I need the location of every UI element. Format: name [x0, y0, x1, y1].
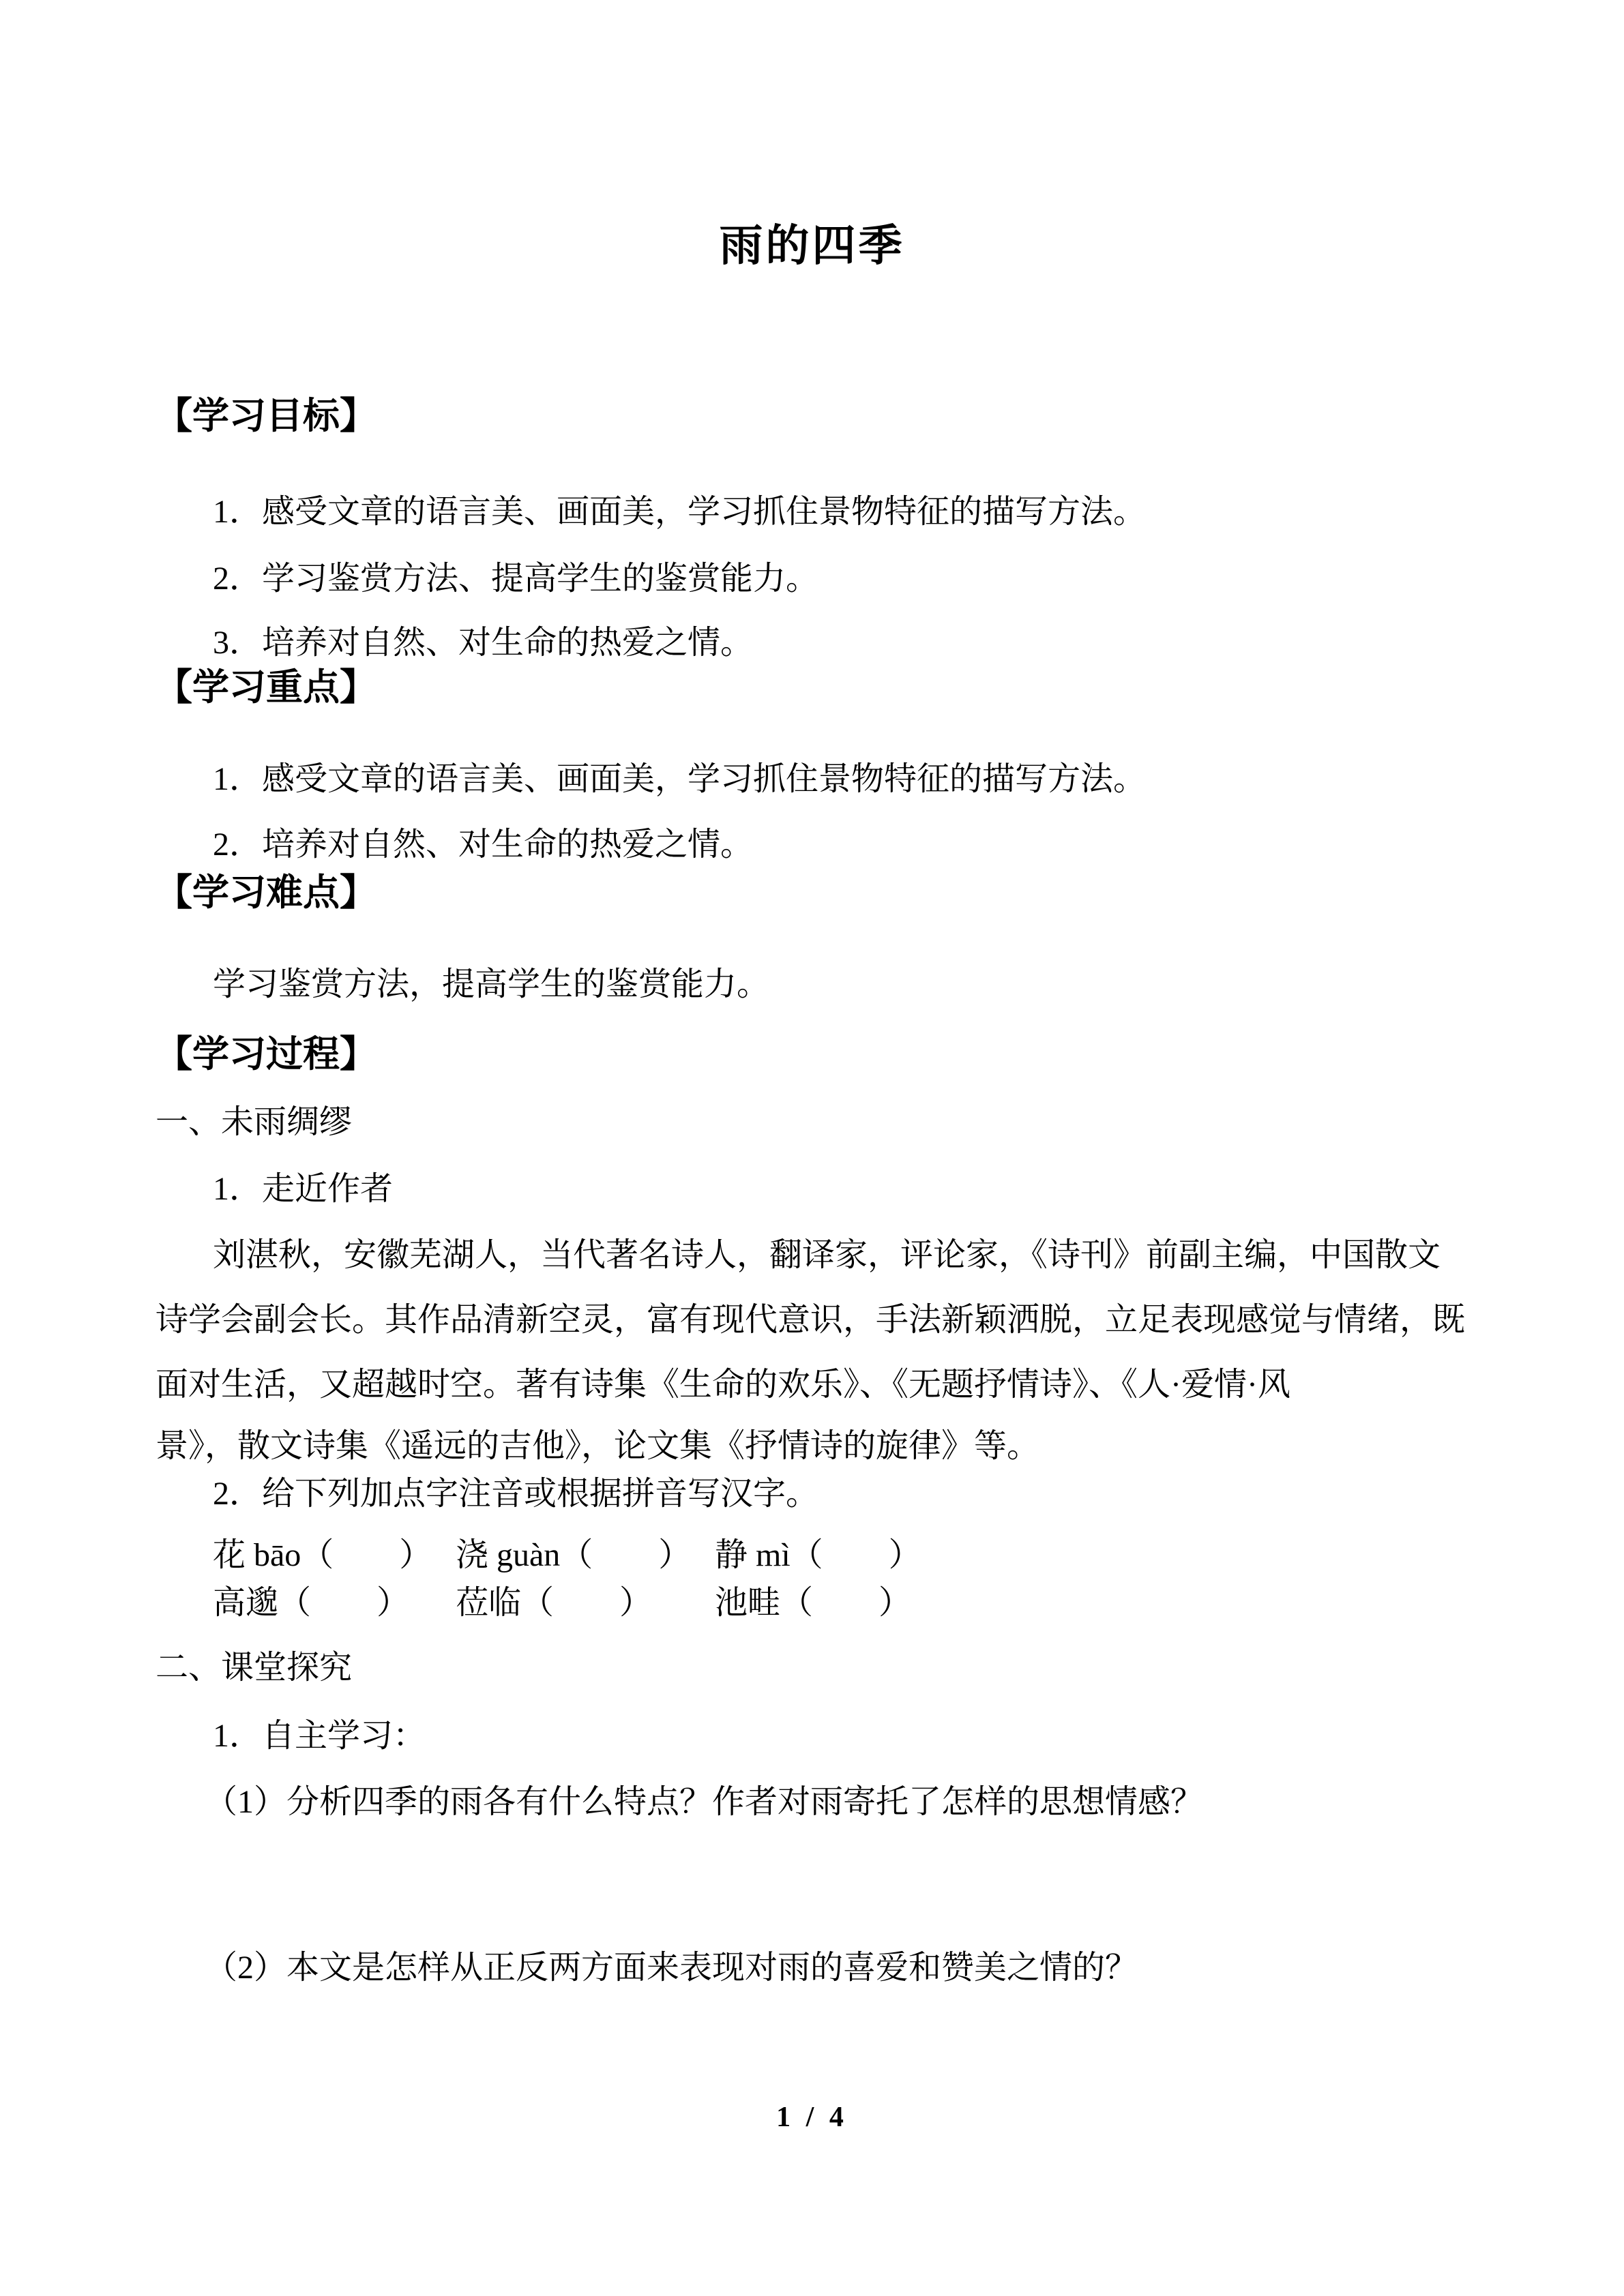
author-intro-line-4: 景》，散文诗集《遥远的吉他》，论文集《抒情诗的旋律》等。 [156, 1427, 1040, 1464]
pinyin-item-jing-mi: 静 mì（ ） [715, 1536, 921, 1573]
objectives-item-1: 1．感受文章的语言美、画面美，学习抓住景物特征的描写方法。 [213, 493, 1147, 530]
self-study-label: 1．自主学习： [213, 1717, 426, 1754]
objectives-heading: 【学习目标】 [156, 395, 377, 436]
question-2: （2）本文是怎样从正反两方面来表现对雨的喜爱和赞美之情的？ [205, 1949, 1138, 1986]
pinyin-exercise-label: 2．给下列加点字注音或根据拼音写汉字。 [213, 1475, 819, 1512]
key-points-item-1: 1．感受文章的语言美、画面美，学习抓住景物特征的描写方法。 [213, 760, 1147, 797]
author-intro-line-3: 面对生活，又超越时空。著有诗集《生命的欢乐》、《无题抒情诗》、《人·爱情·风 [156, 1366, 1290, 1403]
process-part2-heading: 二、课堂探究 [156, 1649, 353, 1686]
difficulties-body: 学习鉴赏方法，提高学生的鉴赏能力。 [213, 966, 770, 1002]
author-section-label: 1．走近作者 [213, 1170, 394, 1207]
process-heading: 【学习过程】 [156, 1033, 377, 1075]
difficulties-heading: 【学习难点】 [156, 871, 377, 913]
pinyin-row-2 [213, 1566, 911, 1632]
author-intro-line-1: 刘湛秋，安徽芜湖人，当代著名诗人，翻译家，评论家，《诗刊》前副主编，中国散文 [213, 1236, 1441, 1273]
key-points-heading: 【学习重点】 [156, 666, 377, 708]
page-title: 雨的四季 [719, 222, 905, 270]
key-points-item-2: 2．培养对自然、对生命的热爱之情。 [213, 826, 754, 863]
pinyin-item-chi-qi: 池畦（ ） [715, 1584, 912, 1621]
pinyin-item-li-lin: 莅临（ ） [456, 1584, 653, 1621]
pinyin-item-jiao-guan: 浇 guàn（ ） [456, 1536, 692, 1573]
page-number: 1 / 4 [776, 2102, 848, 2133]
process-part1-heading: 一、未雨绸缪 [156, 1103, 353, 1140]
author-intro-line-2: 诗学会副会长。其作品清新空灵，富有现代意识，手法新颖洒脱，立足表现感觉与情绪，既 [156, 1301, 1466, 1338]
objectives-item-2: 2．学习鉴赏方法、提高学生的鉴赏能力。 [213, 560, 819, 597]
question-1: （1）分析四季的雨各有什么特点？作者对雨寄托了怎样的思想情感？ [205, 1783, 1204, 1820]
pinyin-item-hua-bao: 花 bāo（ ） [213, 1536, 432, 1573]
pinyin-item-gao-miao: 高邈（ ） [213, 1584, 410, 1621]
objectives-item-3: 3．培养对自然、对生命的热爱之情。 [213, 624, 754, 661]
